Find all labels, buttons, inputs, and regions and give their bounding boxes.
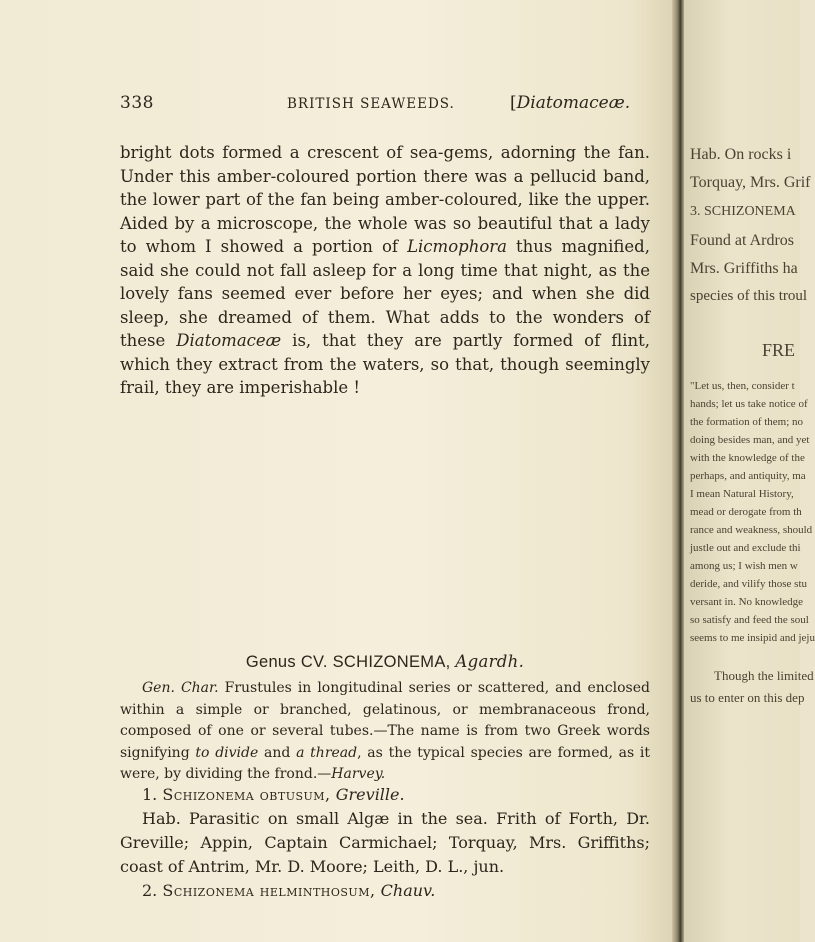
section-bracket: [ (510, 93, 517, 113)
gen-char-text: Frustules in longitudinal series or scattered, and enclosed within a simple or branched, gelatinous, or membranaceous frond, composed of one or several tubes.—The name is from two Greek words signifying (120, 680, 650, 761)
paragraph-text: bright dots formed a crescent of sea-gems, adorning the fan. Under this amber-coloured portion there was a pellucid band, the lower part of the fan being amber-coloured, like the upper. Aided by a microscope, the whole was so beautiful that a lady to whom I showed a portion of (120, 143, 650, 256)
adjacent-line: hands; let us take notice of (690, 398, 808, 410)
adjacent-line: Torquay, Mrs. Grif (690, 174, 811, 191)
adjacent-line: deride, and vilify those stu (690, 578, 808, 590)
species-number: 2. (142, 881, 158, 900)
running-header (0, 93, 683, 123)
adjacent-line: Mrs. Griffiths ha (690, 260, 798, 277)
species-authority: Chauv. (380, 881, 436, 900)
genus-authority: Agardh. (455, 652, 525, 671)
paragraph-text: is, that they are partly formed of flint, which they extract from the waters, so that, though seemingly frail, they are imperishable ! (120, 331, 651, 397)
adjacent-line: doing besides man, and yet (690, 434, 810, 446)
adjacent-line: species of this troul (690, 288, 808, 304)
species-name: Schizonema obtusum, (162, 785, 331, 804)
paragraph-text: thus magnified, said she could not fall asleep for a long time that night, as the lovely fans seemed ever before her eyes; and when she did sleep, she dreamed of them. What adds to the wonders of these (120, 237, 650, 350)
adjacent-line: the formation of them; no (690, 416, 804, 428)
adjacent-line: so satisfy and feed the soul (690, 614, 809, 626)
adjacent-line: Found at Ardros (690, 232, 794, 249)
species-name: Schizonema helminthosum, (162, 881, 376, 900)
adjacent-line: versant in. No knowledge (690, 596, 804, 608)
gen-char-italic: a thread (296, 744, 358, 761)
adjacent-line: "Let us, then, consider t (690, 380, 795, 392)
page-number: 338 (120, 93, 154, 113)
adjacent-line: Hab. On rocks i (690, 146, 792, 163)
section-title (510, 93, 630, 113)
section-name: Diatomaceæ. (516, 93, 631, 113)
family-name: Diatomaceæ (176, 331, 282, 350)
adjacent-line: perhaps, and antiquity, ma (690, 470, 806, 482)
gen-char-label: Gen. Char. (142, 680, 219, 696)
gen-char-text: and (258, 744, 297, 761)
adjacent-line: justle out and exclude thi (690, 542, 801, 554)
adjacent-line: rance and weakness, should (690, 524, 813, 536)
gen-char-authority: Harvey. (331, 766, 386, 782)
adjacent-line: among us; I wish men w (690, 560, 798, 572)
species-habitat: Hab. Parasitic on small Algæ in the sea. Frith of Forth, Dr. Greville; Appin, Captain Carmichael; Torquay, Mrs. Griffiths; coast of Antrim, Mr. D. Moore; Leith, D. L., jun. (120, 809, 650, 876)
adjacent-page (684, 0, 815, 942)
genus-heading (120, 652, 650, 672)
genus-title: Genus CV. SCHIZONEMA, (245, 653, 456, 671)
gen-char-italic: to divide (195, 744, 259, 761)
species-entry (120, 879, 650, 903)
running-title: BRITISH SEAWEEDS. (287, 96, 455, 112)
adjacent-line: Though the limited (714, 668, 814, 683)
adjacent-line: with the knowledge of the (690, 452, 805, 464)
book-gutter (672, 0, 684, 942)
adjacent-line: seems to me insipid and jeju (690, 632, 815, 644)
species-authority: Greville. (335, 785, 405, 804)
species-list (120, 783, 650, 903)
adjacent-line: mead or derogate from th (690, 506, 802, 518)
gen-char-text: , as the typical species are formed, as it were, by dividing the frond.— (120, 744, 651, 782)
adjacent-line: us to enter on this dep (690, 690, 805, 705)
body-paragraph (120, 141, 650, 400)
generic-characters (120, 678, 650, 786)
adjacent-line: I mean Natural History, (690, 488, 794, 500)
adjacent-heading: FRE (762, 340, 796, 360)
genus-name-licmophora: Licmophora (407, 237, 507, 256)
species-entry (120, 783, 650, 807)
adjacent-line: 3. SCHIZONEMA (690, 204, 796, 219)
species-number: 1. (142, 785, 158, 804)
